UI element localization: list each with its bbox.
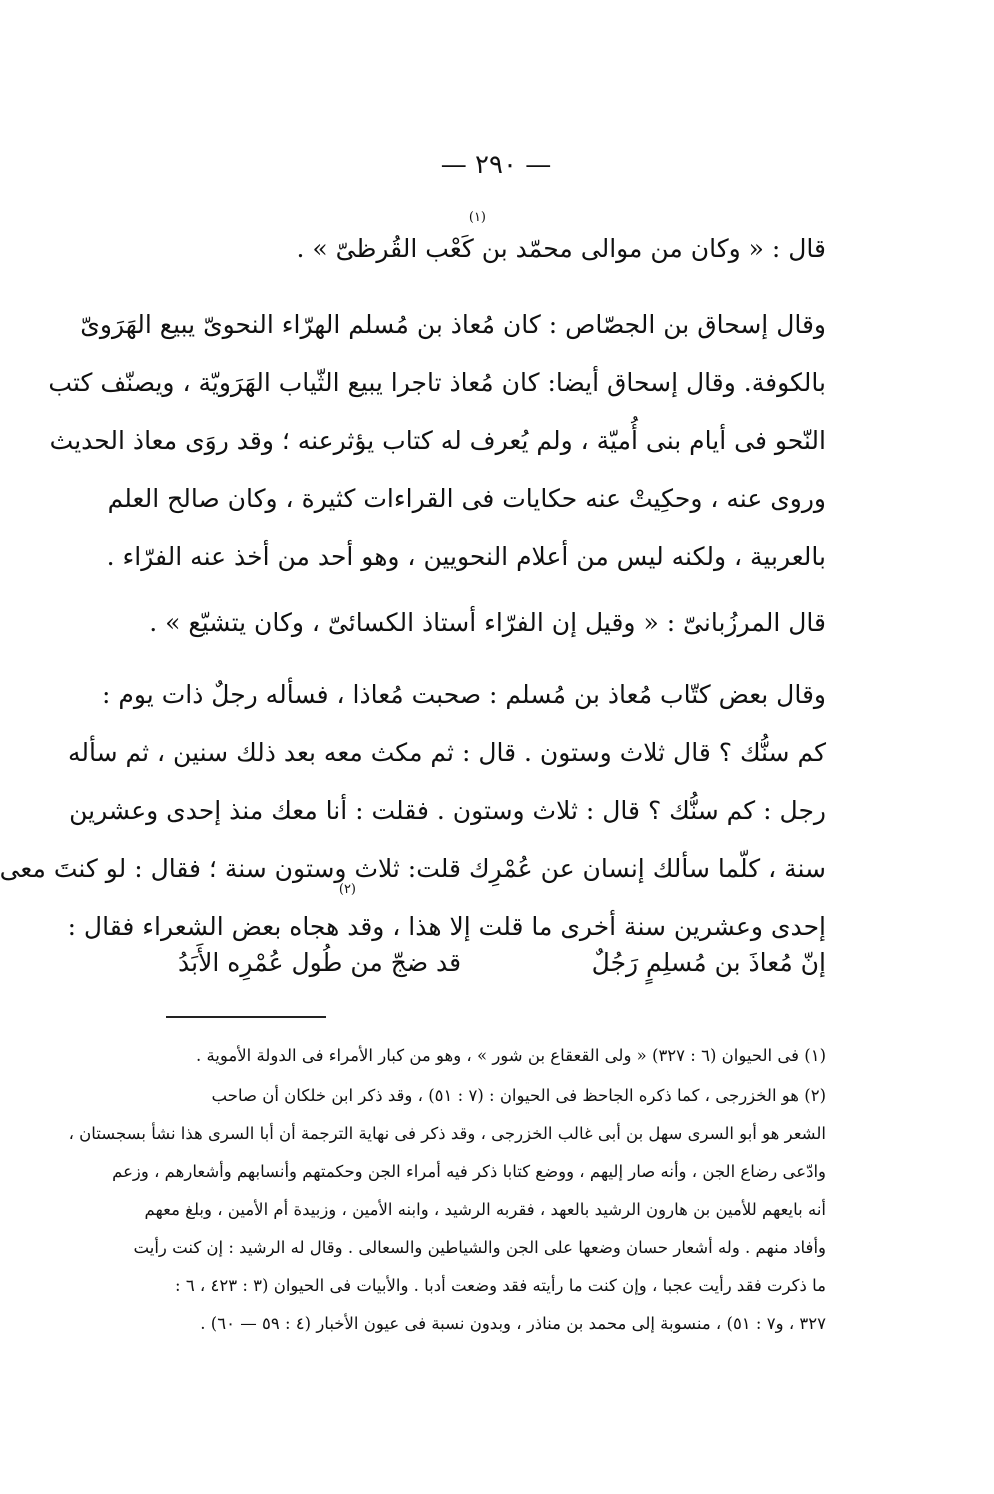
footnote-line	[166, 1314, 826, 1333]
body-line	[166, 234, 826, 263]
page-number: — ٢٩٠ —	[440, 150, 552, 180]
body-line	[107, 484, 826, 513]
body-line	[0, 854, 826, 883]
footnote-text: وأفاد منهم . وله أشعار حسان وضعها على الجن والشياطين والسعالى . وقال له الرشيد : إن كنت رأيت	[133, 1238, 826, 1257]
body-text: كم سنُّك ؟ قال ثلاث وستون . قال : ثم مكث معه بعد ذلك سنين ، ثم سأله	[67, 738, 826, 767]
body-text: رجل : كم سنُّك ؟ قال : ثلاث وستون . فقلت : أنا معك منذ إحدى وعشرين	[69, 796, 826, 825]
footnote-text: ما ذكرت فقد رأيت عجبا ، وإن كنت ما رأيته فقد وضعت أدبا . والأبيات فى الحيوان (٣ : ٤٢٣ ، ٦ :	[175, 1276, 826, 1295]
body-text: وقال إسحاق بن الجصّاص : كان مُعاذ بن مُسلم الهرّاء النحوىّ يبيع الهَرَوىّ	[80, 310, 826, 339]
body-line	[49, 426, 826, 455]
footnote-line	[112, 1162, 826, 1181]
book-page	[0, 150, 826, 1370]
body-text: النّحو فى أيام بنى أُميّة ، ولم يُعرف له كتاب يؤثرعنه ؛ وقد روَى معاذ الحديث	[49, 426, 826, 455]
footnote-separator	[166, 1016, 326, 1018]
footnote-line	[166, 1046, 826, 1065]
footnote-marker-2: (٢)	[338, 882, 356, 897]
footnote-line	[166, 1086, 826, 1105]
body-text: سنة ، كلّما سألك إنسان عن عُمْرِك قلت: ثلاث وستون سنة ؛ فقال : لو كنتَ معى	[0, 854, 826, 883]
footnote-text: الشعر هو أبو السرى سهل بن أبى غالب الخزرجى ، وقد ذكر فى نهاية الترجمة أن أبا السرى هذا نشأ بسجستان ،	[68, 1124, 826, 1143]
footnote-line	[133, 1238, 826, 1257]
body-line	[149, 608, 826, 637]
body-text: بالعربية ، ولكنه ليس من أعلام النحويين ، وهو أحد من أخذ عنه الفرّاء .	[106, 542, 826, 571]
footnote-text: وادّعى رضاع الجن ، وأنه صار إليهم ، ووضع كتابا ذكر فيه أمراء الجن وحكمتهم وأنسابهم وأشعارهم ، وزعم	[112, 1162, 826, 1181]
verse-second-hemistich: قد ضجّ من طُول عُمْرِه الأَبَدُ	[178, 948, 462, 977]
footnote-line	[68, 1124, 826, 1143]
body-text: قال المرزُبانىّ : « وقيل إن الفرّاء أستاذ الكسائىّ ، وكان يتشيّع » .	[149, 608, 826, 637]
footnote-marker-1: (١)	[468, 210, 486, 225]
footnote-text: ٣٢٧ ، و٧ : ٥١) ، منسوبة إلى محمد بن مناذر ، وبدون نسبة فى عيون الأخبار (٤ : ٥٩ — ٦٠) .	[200, 1314, 826, 1333]
body-line	[67, 912, 826, 941]
footnote-text: (١) فى الحيوان (٦ : ٣٢٧) « ولى القعقاع بن شور » ، وهو من كبار الأمراء فى الدولة الأموية .	[195, 1046, 826, 1065]
body-line	[106, 542, 826, 571]
body-line	[80, 310, 826, 339]
footnote-line	[166, 1276, 826, 1295]
body-text: إحدى وعشرين سنة أخرى ما قلت إلا هذا ، وقد هجاه بعض الشعراء فقال :	[67, 912, 826, 941]
body-text: بالكوفة. وقال إسحاق أيضا: كان مُعاذ تاجرا يبيع الثّياب الهَرَويّة ، ويصنّف كتب	[48, 368, 826, 397]
body-line	[102, 680, 826, 709]
footnote-line	[144, 1200, 826, 1219]
body-text: وقال بعض كتّاب مُعاذ بن مُسلم : صحبت مُعاذا ، فسأله رجلٌ ذات يوم :	[102, 680, 826, 709]
body-text: وروى عنه ، وحكِيتْ عنه حكايات فى القراءات كثيرة ، وكان صالح العلم	[107, 484, 826, 513]
body-line	[48, 368, 826, 397]
body-text: قال : « وكان من موالى محمّد بن كَعْب القُرظىّ » .	[296, 234, 826, 263]
verse-first-hemistich: إنّ مُعاذَ بن مُسلِمٍ رَجُلٌ	[591, 948, 826, 977]
body-line	[67, 738, 826, 767]
verse-line	[166, 948, 826, 988]
footnote-text: (٢) هو الخزرجى ، كما ذكره الجاحظ فى الحيوان : (٧ : ٥١) ، وقد ذكر ابن خلكان أن صاحب	[211, 1086, 826, 1105]
footnote-text: أنه بايعهم للأمين بن هارون الرشيد بالعهد ، فقربه الرشيد ، وابنه الأمين ، وزبيدة أم الأمين ، وبلغ معهم	[144, 1200, 826, 1219]
body-line	[69, 796, 826, 825]
